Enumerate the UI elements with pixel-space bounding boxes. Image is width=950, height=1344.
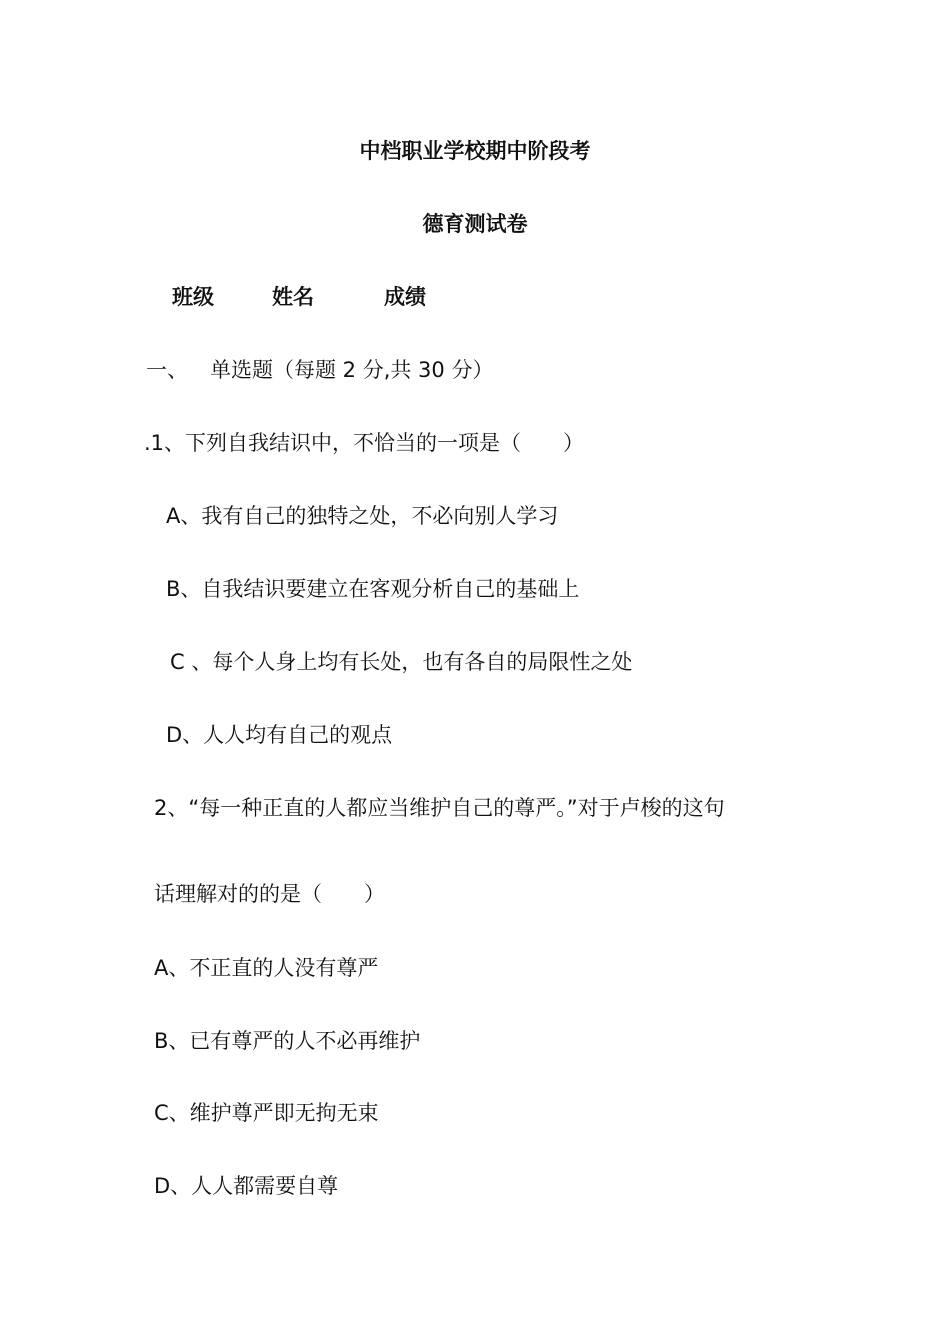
student-info-fields	[0, 283, 950, 311]
class-field-label: 班级	[172, 285, 214, 309]
name-field-label: 姓名	[272, 285, 314, 309]
score-field-label: 成绩	[384, 285, 426, 309]
exam-subtitle: 德育测试卷	[422, 212, 528, 236]
question-2-stem-continued: 话理解对的的是（ ）	[154, 882, 385, 906]
question-1-option-b: B、自我结识要建立在客观分析自己的基础上	[166, 577, 580, 601]
section-heading: 单选题（每题 2 分,共 30 分）	[210, 358, 494, 382]
question-2-option-c: C、维护尊严即无拘无束	[154, 1101, 379, 1125]
question-2-option-b: B、已有尊严的人不必再维护	[154, 1029, 421, 1053]
section-number: 一、	[146, 358, 188, 382]
exam-title: 中档职业学校期中阶段考	[359, 139, 591, 163]
question-1-option-d: D、人人均有自己的观点	[166, 723, 393, 747]
question-1-option-c: C 、每个人身上均有长处，也有各自的局限性之处	[170, 650, 633, 674]
question-2-option-d: D、人人都需要自尊	[154, 1174, 339, 1198]
question-2-stem: 2、“每一种正直的人都应当维护自己的尊严。”对于卢梭的这句	[154, 796, 725, 820]
question-2-option-a: A、不正直的人没有尊严	[154, 956, 379, 980]
question-1-option-a: A、我有自己的独特之处，不必向别人学习	[166, 504, 559, 528]
question-1-stem: .1、下列自我结识中，不恰当的一项是（ ）	[144, 431, 585, 455]
